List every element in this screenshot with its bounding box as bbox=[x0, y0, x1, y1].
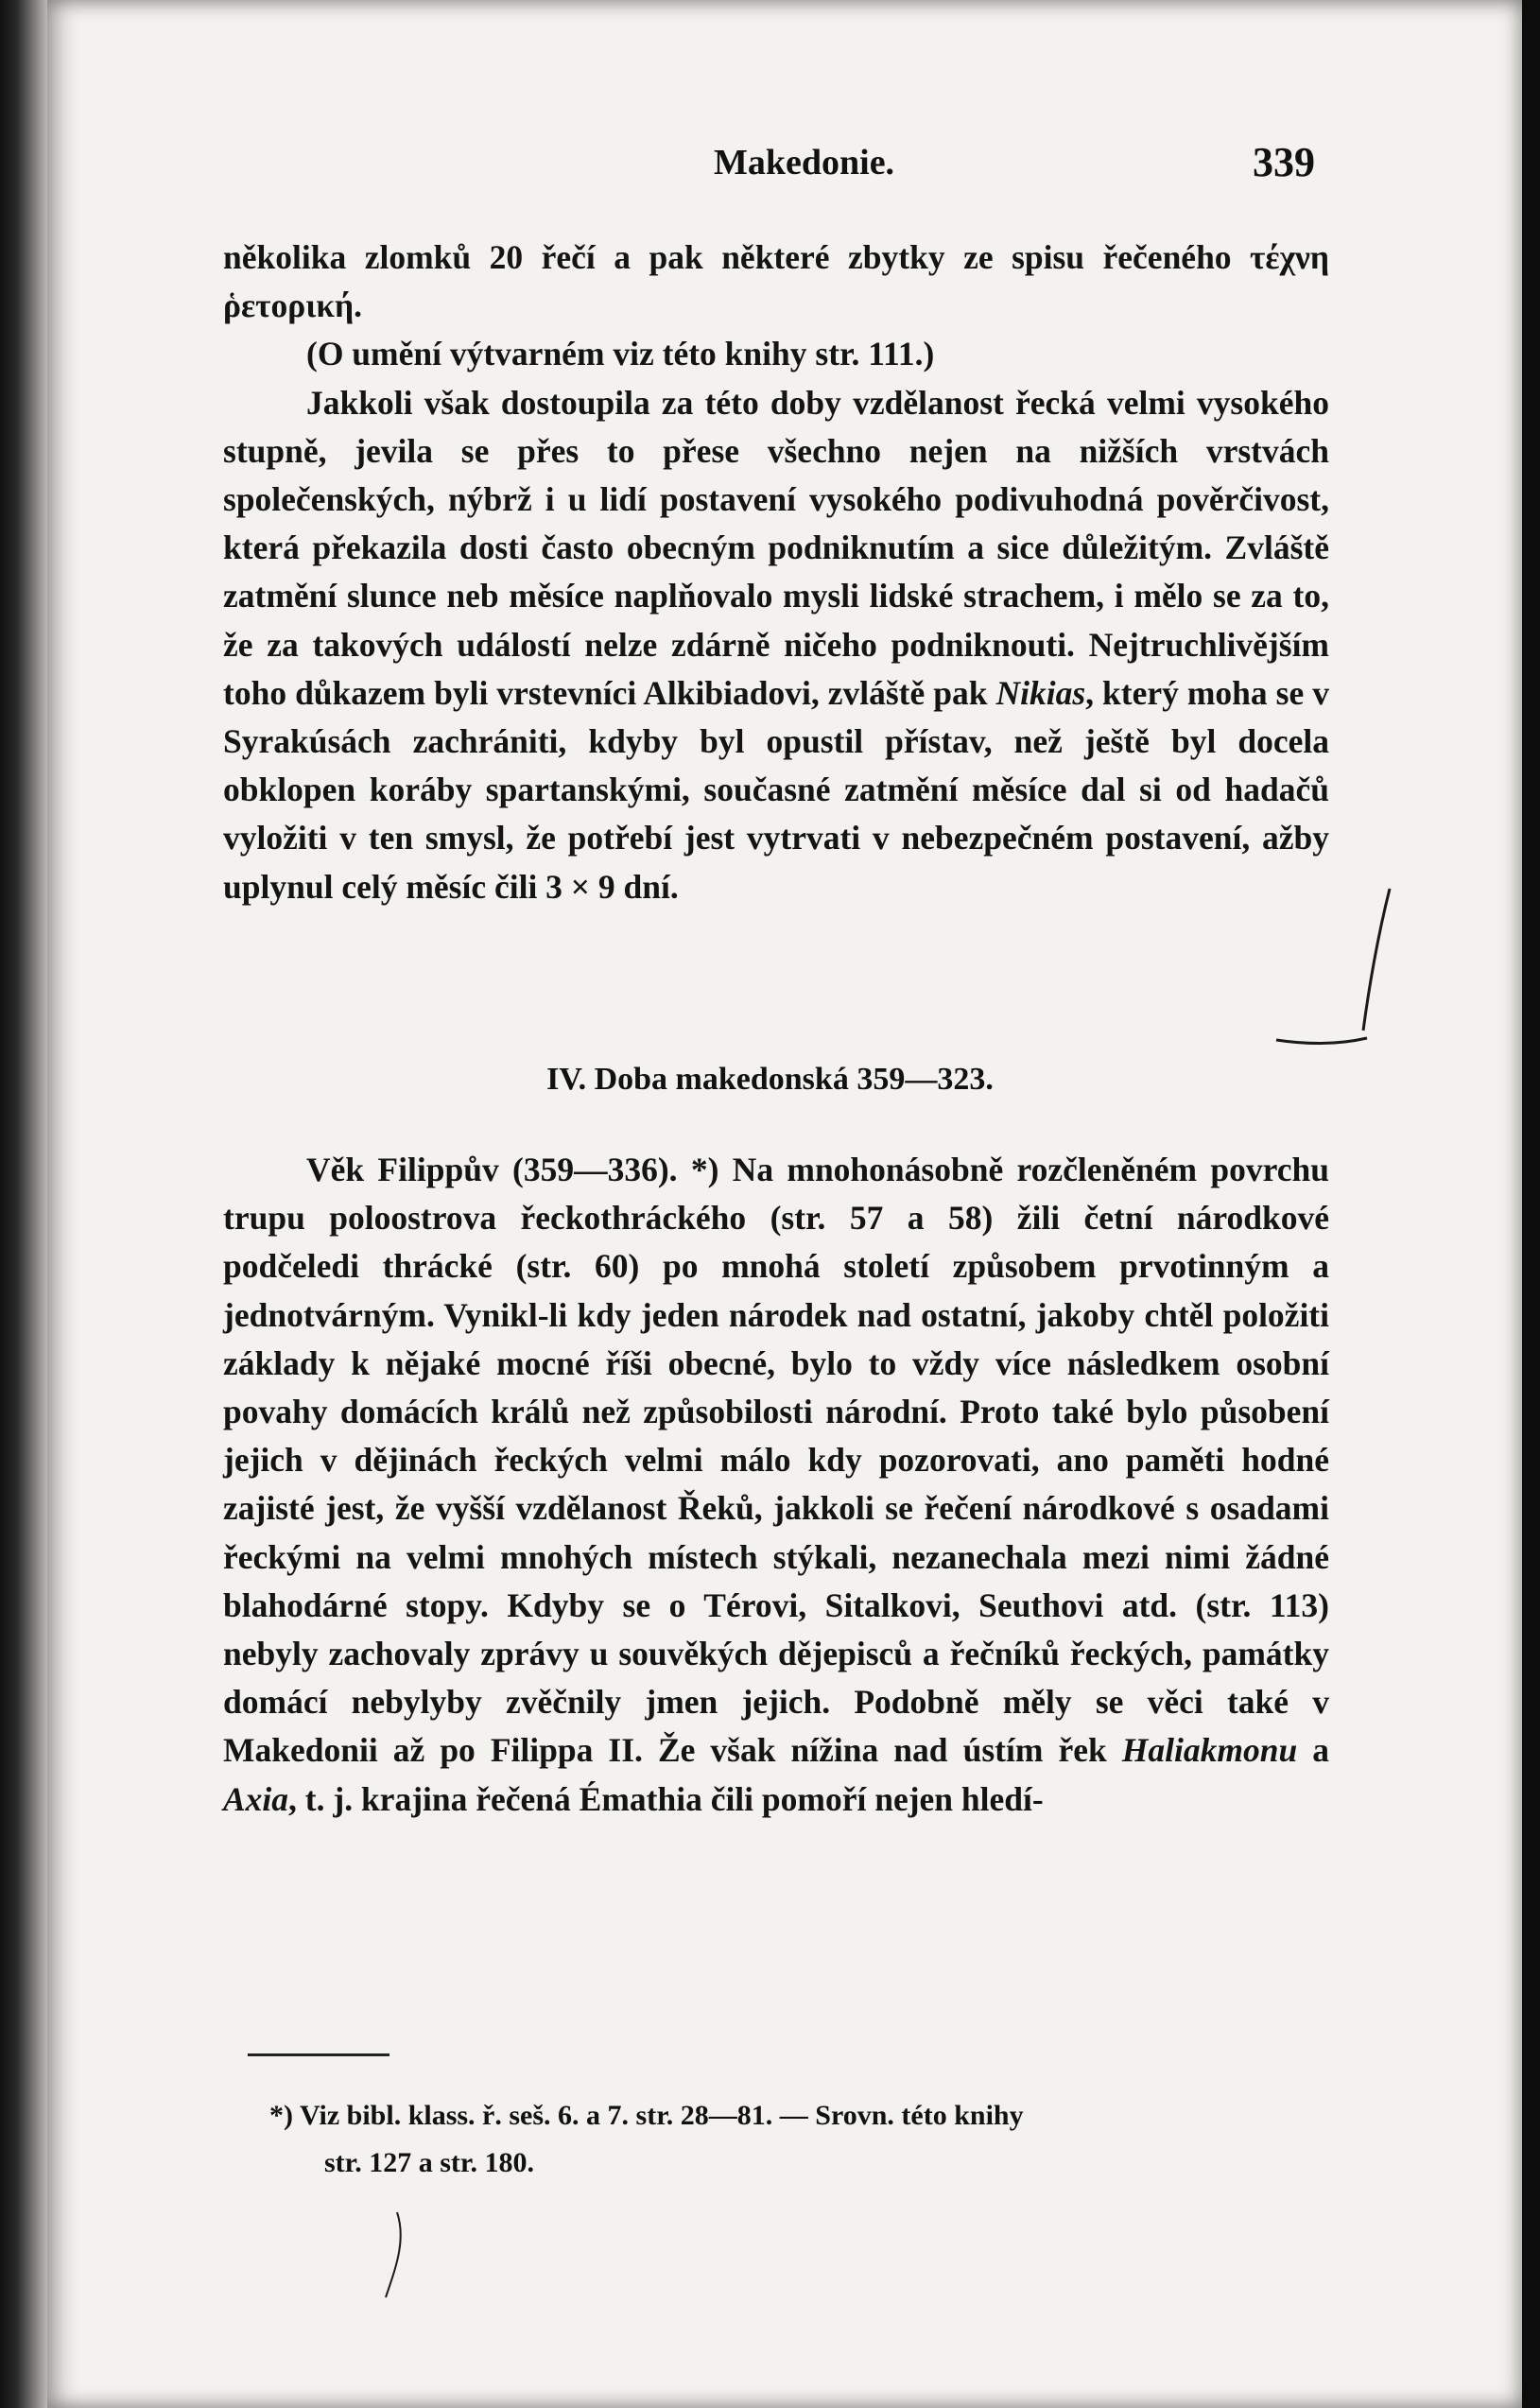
name-haliakmon: Haliakmonu bbox=[1121, 1731, 1298, 1770]
paragraph-text: Jakkoli však dostoupila za této doby vzdělanost řecká velmi vysokého stupně, jevila se přes to přese všechno nejen na nižších vrstvách společenských, nýbrž i u lidí postavení vysokého podivuhodná pověrčivost, která překazila dosti často obecným podniknutím a sice důležitým. Zvláště zatmění slunce neb měsíce naplňovalo mysli lidské strachem, i mělo se za to, že za takových událostí nelze zdárně ničeho podniknouti. Nejtruchlivějším toho důkazem byli vrstevníci Alkibiadovi, zvláště pak bbox=[223, 383, 1329, 712]
footnote bbox=[269, 2092, 1333, 2187]
paragraph-text-end: , t. j. krajina řečená Émathia čili pomoří nejen hledí- bbox=[288, 1779, 1044, 1818]
name-nikias: Nikias bbox=[995, 673, 1086, 712]
page-number: 339 bbox=[1253, 139, 1315, 185]
paragraph-continuation: několika zlomků 20 řečí a pak některé zbytky ze spisu řečeného τέχνη ῥετορική. bbox=[223, 238, 1329, 325]
pencil-curve-mark bbox=[369, 2203, 425, 2316]
running-head: Makedonie. bbox=[714, 143, 895, 182]
paragraph-reference: (O umění výtvarném viz této knihy str. 111.) bbox=[306, 335, 935, 373]
section-heading: IV. Doba makedonská 359—323. bbox=[546, 1062, 994, 1097]
footnote-line-1: *) Viz bibl. klass. ř. seš. 6. a 7. str. 28—81. — Srovn. této knihy bbox=[269, 2100, 1024, 2131]
footnote-line-2: str. 127 a str. 180. bbox=[324, 2147, 534, 2178]
paragraph-text: (359—336). *) Na mnohonásobně rozčleněném povrchu trupu poloostrova řeckothráckého (str. 57 a 58) žili četní národkové podčeledi thrácké (str. 60) po mnohá století způsobem prvotinným a jednotvárným. Vynikl-li kdy jeden národek nad ostatní, jakoby chtěl položiti základy k nějaké mocné říši obecné, bylo to vždy více následkem osobní povahy domácích králů než způsobilosti národní. Proto také bylo působení jejich v dějinách řeckých velmi málo kdy pozorovati, ano paměti hodné zajisté jest, že vyšší vzdělanost Řeků, jakkoli se řečení národkové s osadami řeckými na velmi mnohých místech stýkali, nezanechala mezi nimi žádné blahodárné stopy. Kdyby se o Térovi, Sitalkovi, Seuthovi atd. (str. 113) nebyly zachovaly zprávy u souvěkých dějepisců a řečníků řeckých, památky domácí nebylyby zvěčnily jmen jejich. Podobně měly se věci také v Makedonii až po Filippa II. Že však nížina nad ústím řek bbox=[223, 1151, 1329, 1770]
page-header bbox=[0, 139, 1540, 199]
name-axios: Axia bbox=[223, 1779, 289, 1818]
paragraph-philip bbox=[223, 1146, 1329, 1824]
body-text-top bbox=[223, 234, 1329, 911]
lead-phrase: Věk Filippův bbox=[306, 1151, 499, 1188]
paragraph-superstition bbox=[223, 379, 1329, 911]
body-text-bottom bbox=[223, 1146, 1329, 1824]
paragraph-text-cont: , který moha se v Syrakúsách zachrániti, kdyby byl opustil přístav, než ještě byl docela obklopen koráby spartanskými, současné zatmění měsíce dal si od hadačů vyložiti v ten smysl, že potřebí jest vytrvati v nebezpečném postavení, ažby uplynul celý měsíc čili 3 × 9 dní. bbox=[223, 673, 1329, 906]
pencil-bracket-mark bbox=[1248, 870, 1418, 1059]
conjunction: a bbox=[1297, 1731, 1329, 1770]
footnote-rule bbox=[248, 2053, 389, 2056]
